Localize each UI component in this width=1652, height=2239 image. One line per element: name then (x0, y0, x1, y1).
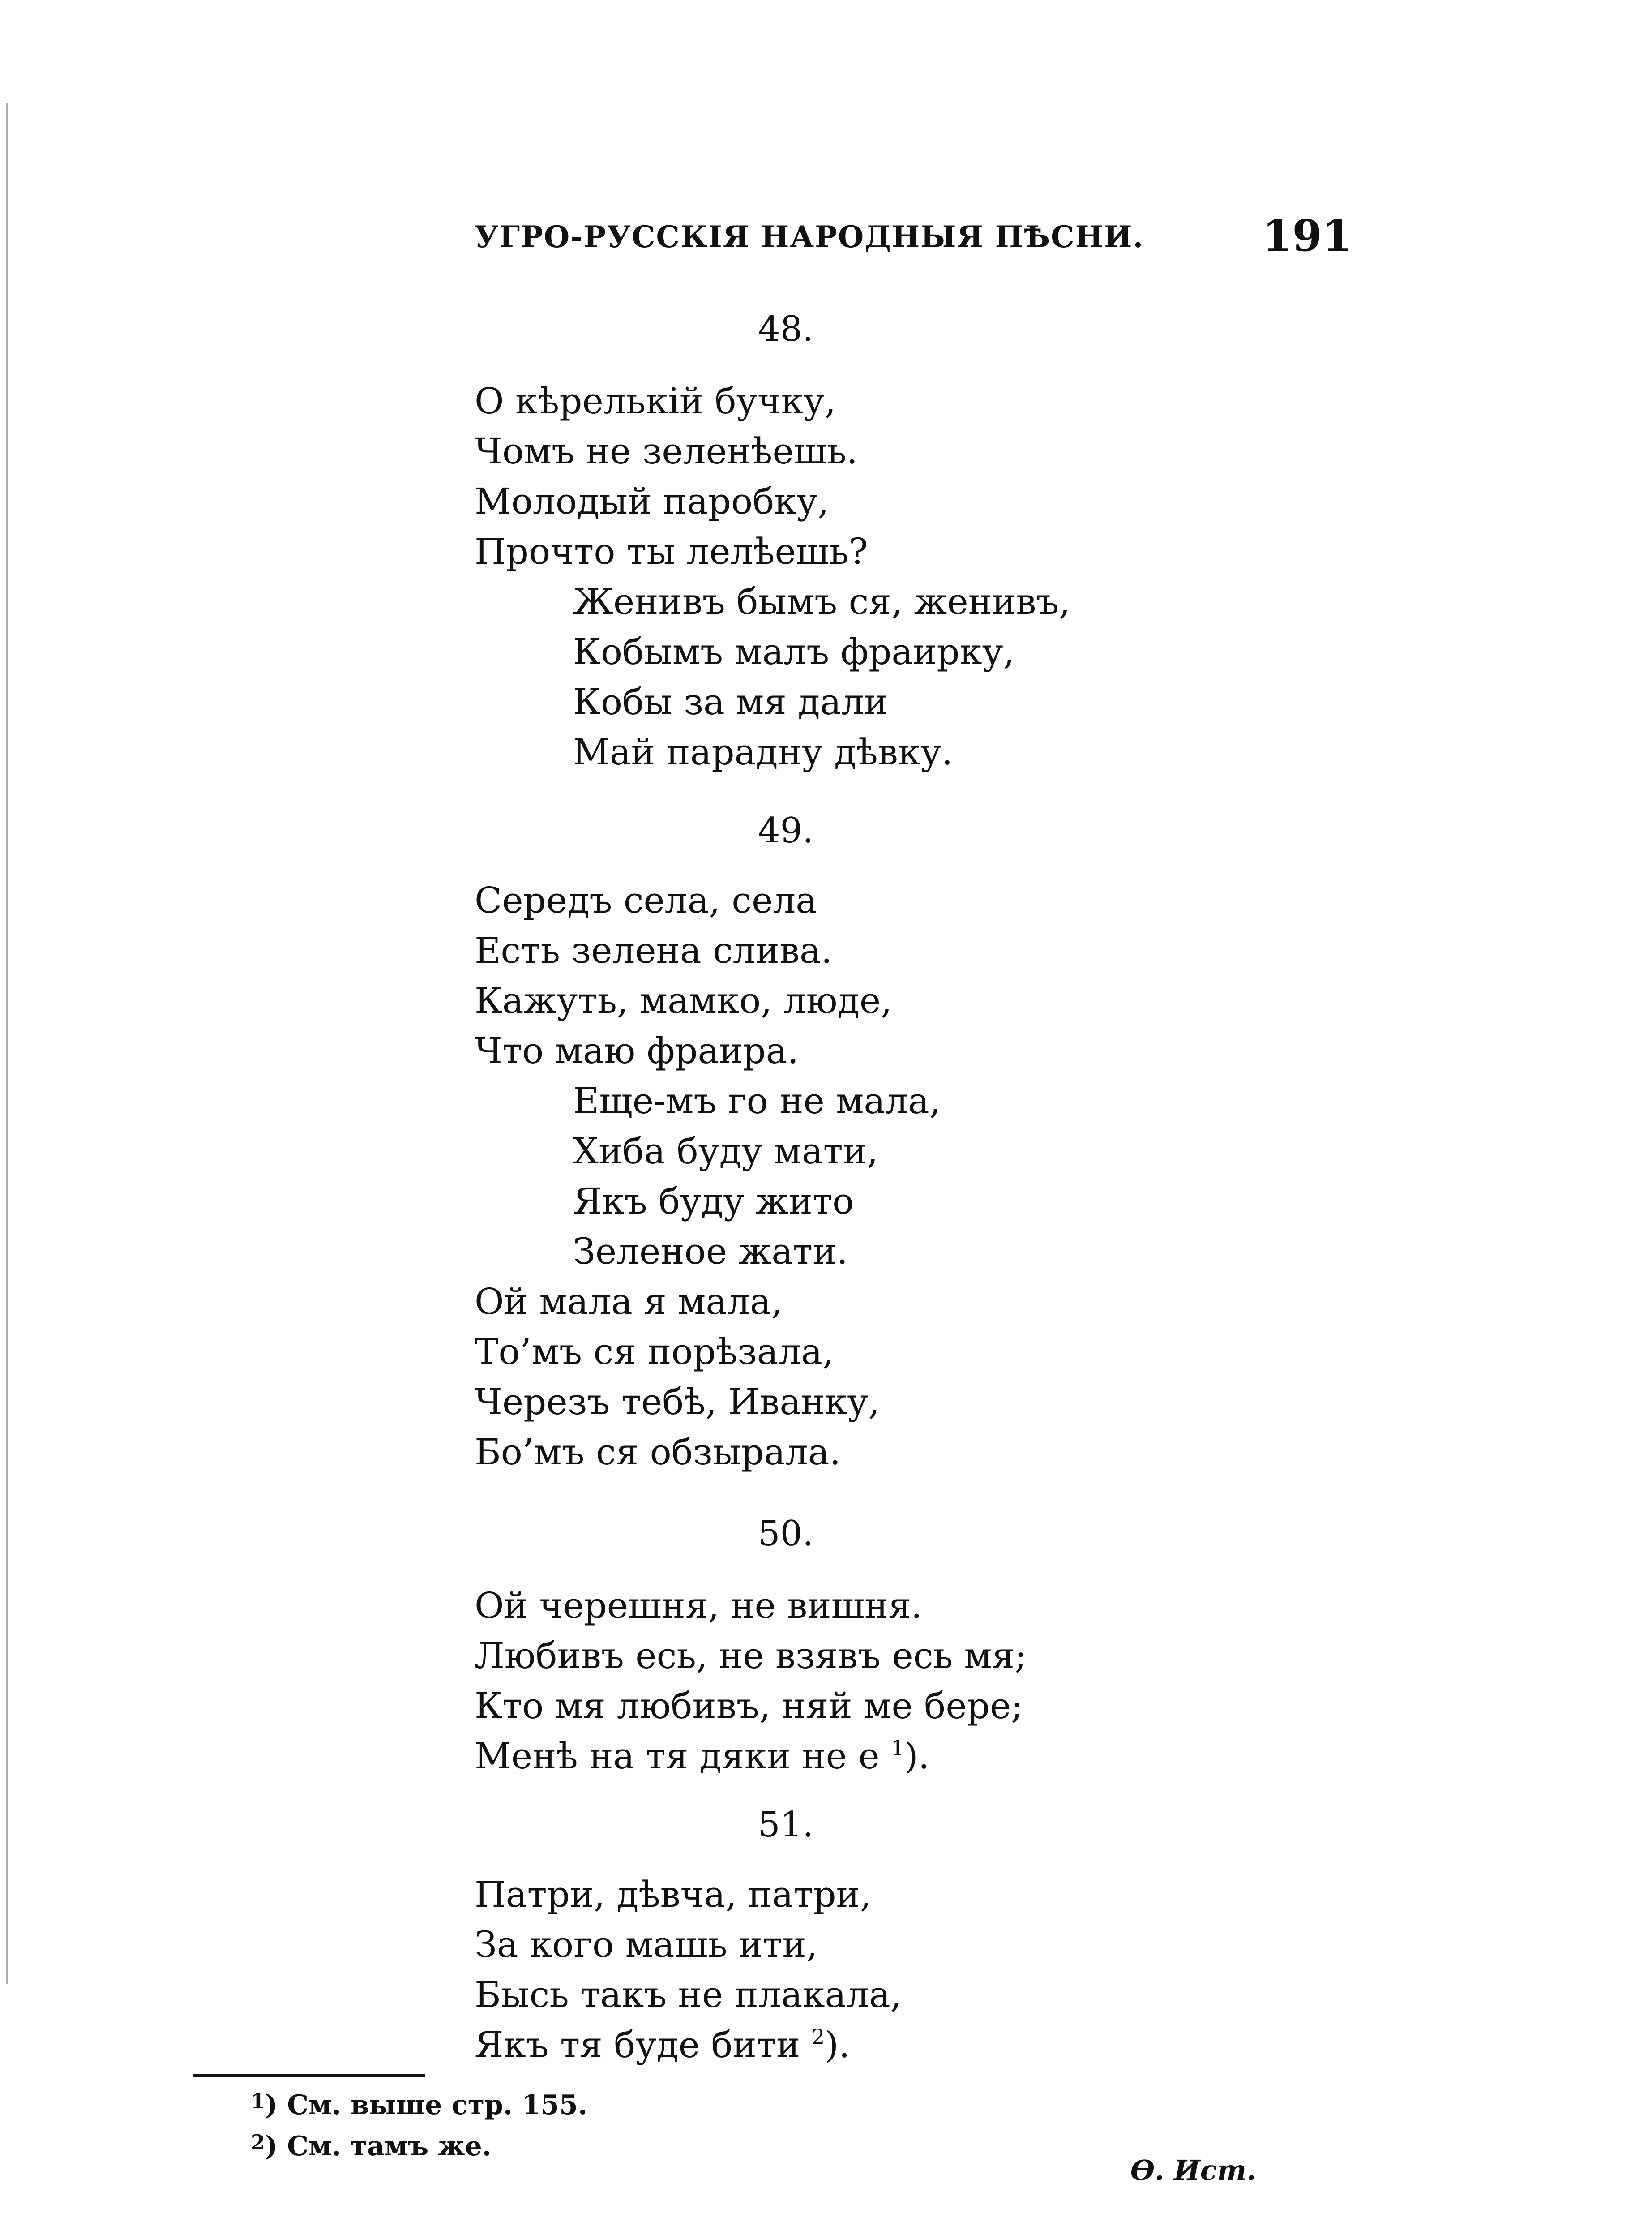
running-title: УГРО-РУССКІЯ НАРОДНЫЯ ПѢСНИ. (475, 219, 1144, 254)
verse-line: За кого машь ити, (475, 1924, 818, 1965)
verse-line: Кто мя любивъ, няй ме бере; (475, 1685, 1023, 1727)
verse-line: Еще-мъ го не мала, (573, 1080, 941, 1122)
footnote-ref: 1 (891, 1736, 904, 1760)
verse-line: Патри, дѣвча, патри, (475, 1874, 872, 1915)
song-number: 50. (758, 1514, 814, 1554)
page-number: 191 (1262, 210, 1352, 261)
page-edge-line (6, 103, 8, 1984)
verse-line: Май парадну дѣвку. (573, 731, 953, 773)
verse-line: Чомъ не зеленѣешь. (475, 430, 858, 472)
verse-text: Менѣ на тя дяки не е (475, 1735, 880, 1777)
song-50-text (475, 1581, 1101, 1781)
verse-line: Хиба буду мати, (573, 1130, 878, 1172)
verse-line: Середъ села, села (475, 879, 817, 921)
song-49-text (475, 875, 1101, 1477)
song-number: 51. (758, 1805, 814, 1845)
verse-line: Бысь такъ не плакала, (475, 1974, 902, 2016)
verse-tail: ). (904, 1735, 930, 1777)
song-51-text (475, 1870, 1101, 2070)
footnote-rule (193, 2074, 425, 2077)
verse-line: Зеленое жати. (573, 1231, 848, 1272)
footnote-text: ) См. выше стр. 155. (265, 2089, 587, 2121)
footnote (251, 2126, 788, 2167)
footnote-text: ) См. тамъ же. (265, 2131, 492, 2162)
verse-line: Черезъ тебѣ, Иванку, (475, 1381, 880, 1423)
verse-line: Прочто ты лелѣешь? (475, 531, 868, 572)
verse-line: О кѣрелькій бучку, (475, 380, 836, 422)
verse-line: Любивъ есь, не взявъ есь мя; (475, 1635, 1027, 1677)
verse-line (475, 2020, 1101, 2070)
footnotes (251, 2085, 788, 2167)
verse-line: Ой черешня, не вишня. (475, 1585, 923, 1626)
verse-line: Молодый паробку, (475, 480, 829, 522)
verse-line: Бо’мъ ся обзырала. (475, 1431, 841, 1473)
verse-line: Ой мала я мала, (475, 1281, 783, 1322)
running-header (475, 210, 1352, 269)
verse-line: Что маю фраира. (475, 1030, 799, 1072)
verse-line: Кобымъ малъ фраирку, (573, 631, 1015, 673)
footnote-ref: 2 (811, 2025, 825, 2049)
footnote (251, 2085, 788, 2126)
verse-line: Кажуть, мамко, люде, (475, 980, 892, 1021)
footnote-mark: 2 (251, 2130, 265, 2154)
verse-line: Есть зелена слива. (475, 930, 833, 971)
verse-line: Якъ буду жито (573, 1180, 854, 1222)
verse-line: Кобы за мя дали (573, 681, 888, 723)
footnote-mark: 1 (251, 2089, 265, 2113)
verse-line: То’мъ ся порѣзала, (475, 1331, 834, 1373)
song-48-text (475, 376, 1101, 777)
verse-text: Якъ тя буде бити (475, 2024, 800, 2066)
verse-line: Женивъ бымъ ся, женивъ, (573, 581, 1070, 622)
verse-tail: ). (825, 2024, 850, 2066)
verse-line (475, 1731, 1101, 1781)
song-number: 49. (758, 811, 814, 851)
signature-mark: Ѳ. Ист. (1130, 2154, 1256, 2187)
song-number: 48. (758, 309, 814, 349)
